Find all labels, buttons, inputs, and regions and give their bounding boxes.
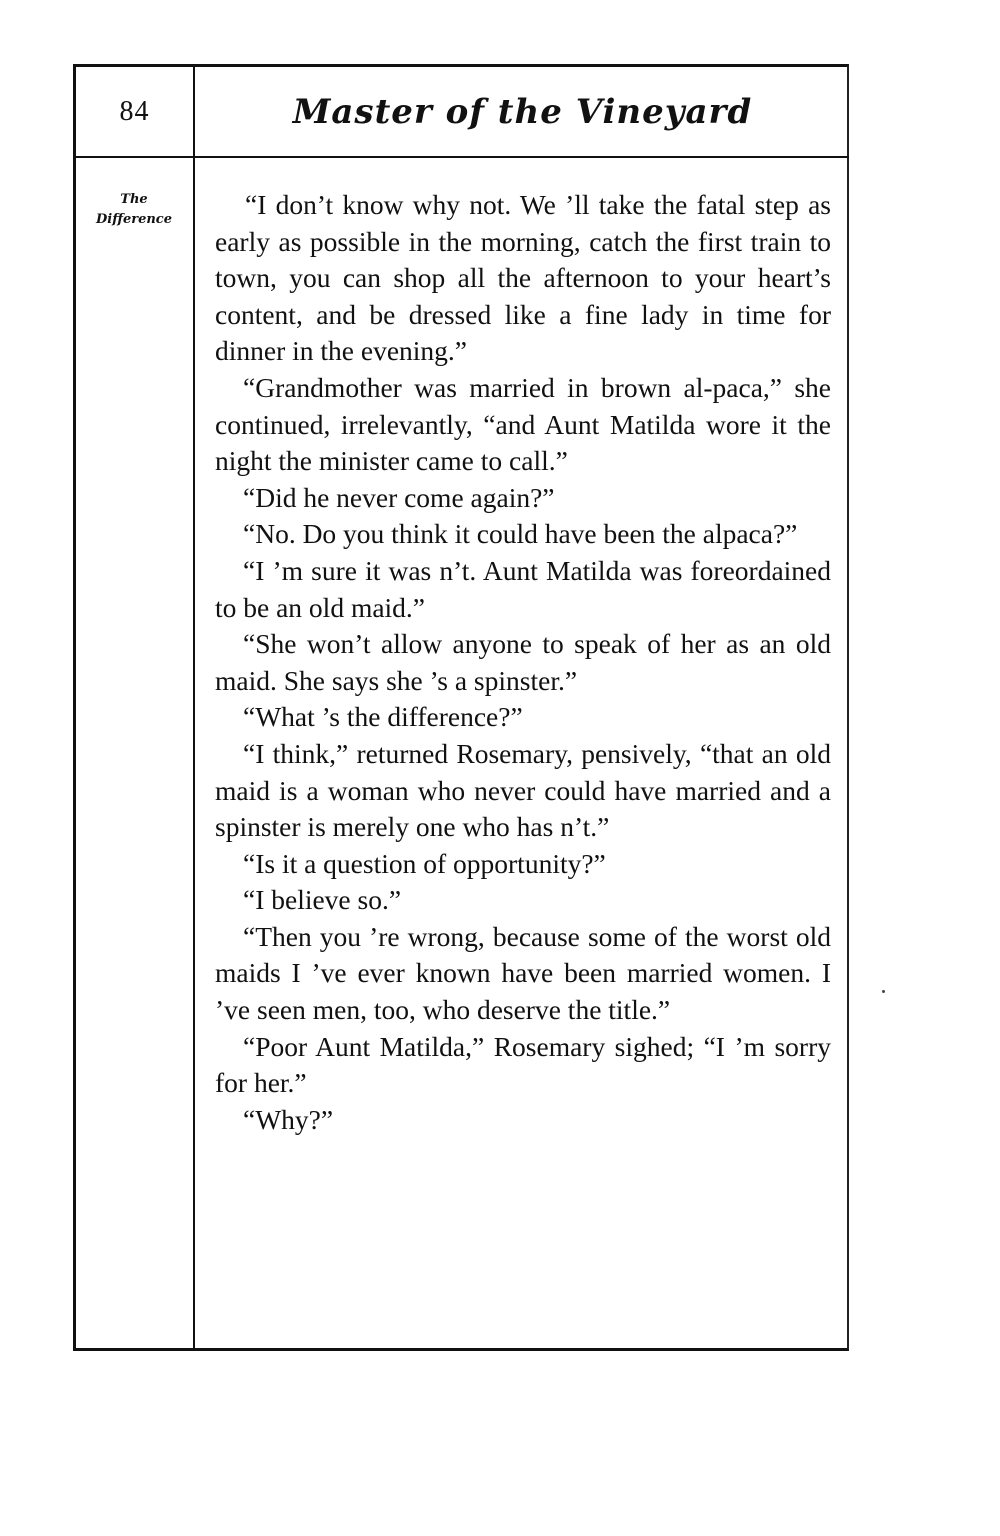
- body-text: [215, 187, 831, 1138]
- paragraph: “Poor Aunt Matilda,” Rosemary sighed; “I ’m sorry for her.”: [215, 1030, 831, 1099]
- marginal-note-line: The: [120, 192, 148, 207]
- paragraph: “I ’m sure it was n’t. Aunt Matilda was foreordained to be an old maid.”: [215, 554, 831, 623]
- print-speck: [882, 990, 885, 993]
- paragraph: “She won’t allow anyone to speak of her as an old maid. She says she ’s a spinster.”: [215, 628, 831, 696]
- header-rule: [73, 156, 849, 158]
- paragraph: “I don’t know why not. We ’ll take the fatal step as early as possible in the morning, catch the first train to town, you can shop all the afternoon to your heart’s content, and be dressed like a fine lady in time for dinner in the evening.”: [215, 189, 831, 367]
- running-title: Master of the Vineyard: [292, 92, 753, 132]
- page-number: 84: [119, 96, 150, 127]
- paragraph: “What ’s the difference?”: [243, 701, 523, 733]
- paragraph: “Is it a question of opportunity?”: [243, 847, 606, 879]
- marginal-note-line: Difference: [96, 212, 172, 227]
- paragraph: “No. Do you think it could have been the alpaca?”: [243, 518, 798, 550]
- paragraph: “I believe so.”: [243, 884, 402, 916]
- paragraph: “Grandmother was married in brown al-paca,” she continued, irrelevantly, “and Aunt Matilda wore it the night the minister came to call.”: [215, 371, 831, 477]
- paragraph: “Did he never come again?”: [243, 481, 555, 513]
- column-divider: [193, 64, 195, 1351]
- paragraph: “Why?”: [243, 1103, 334, 1135]
- paragraph: “I think,” returned Rosemary, pensively, “that an old maid is a woman who never could have married and a spinster is merely one who has n’t.”: [215, 737, 831, 843]
- marginal-note: [78, 190, 190, 230]
- paragraph: “Then you ’re wrong, because some of the worst old maids I ’ve ever known have been married women. I ’ve seen men, too, who deserve the title.”: [215, 920, 831, 1026]
